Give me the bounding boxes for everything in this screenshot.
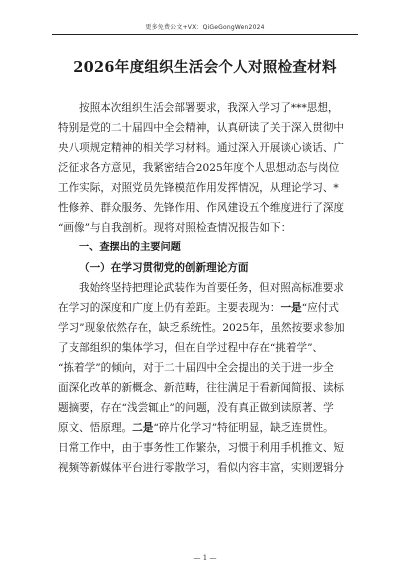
intro-line: 工作实际，对照党员先锋模范作用发挥情况，从理论学习、*	[58, 182, 339, 194]
intro-line: 按照本次组织生活会部署要求，我深入学习了***思想，	[79, 102, 339, 114]
header-note: 更多免费公文+VX：QiGeGongWen2024	[145, 24, 265, 31]
para-line: 题摘要，存在“浅尝辄止”的问题，没有真正做到读原著、学	[58, 402, 334, 414]
intro-line: 央八项规定精神的相关学习材料。通过深入开展谈心谈话、广	[58, 142, 345, 154]
para-line: 学习”现象依然存在，缺乏系统性。2025年，虽然按要求参加	[58, 322, 345, 334]
intro-line: 性修养、群众服务、先锋作用、作风建设五个维度进行了深度	[58, 202, 345, 214]
section-heading: 一、查摆出的主要问题	[79, 242, 181, 253]
para-text: “碎片化学习”特征明显，缺乏连贯性。	[153, 422, 334, 434]
document-title: 2026年度组织生活会个人对照检查材料	[73, 59, 337, 76]
document-body	[58, 98, 353, 478]
para-line	[58, 298, 353, 318]
subsection-heading: （一）在学习贯彻党的创新理论方面	[79, 262, 249, 274]
emphasis-text: 一是	[280, 302, 302, 314]
intro-line: 泛征求各方意见，我紧密结合2025年度个人思想动态与岗位	[58, 162, 340, 174]
para-text: “应付式	[301, 302, 339, 314]
para-line: 视频等新媒体平台进行零散学习，看似内容丰富，实则逻辑分	[58, 462, 345, 474]
intro-line: “画像”与自我剖析。现将对照检查情况报告如下：	[58, 222, 292, 234]
para-line: “拣着学”的倾向，对于二十届四中全会提出的关于进一步全	[58, 362, 334, 374]
para-line: 我始终坚持把理论武装作为首要任务，但对照高标准要求	[79, 282, 344, 294]
emphasis-text: 二是	[132, 422, 154, 434]
page-number: — 1 —	[193, 554, 217, 562]
para-text: 在学习的深度和广度上仍有差距。主要表现为：	[58, 302, 281, 314]
para-line: 日常工作中，由于事务性工作繁杂，习惯于利用手机推文、短	[58, 442, 345, 454]
para-line: 了支部组织的集体学习，但在自学过程中存在“挑着学”、	[58, 342, 324, 354]
header-divider	[52, 34, 358, 35]
para-line	[58, 418, 353, 438]
para-line: 面深化改革的新概念、新范畴，往往满足于看新闻简报、读标	[58, 382, 345, 394]
intro-line: 特别是党的二十届四中全会精神，认真研读了关于深入贯彻中	[58, 122, 345, 134]
para-text: 原文、悟原理。	[58, 422, 133, 434]
